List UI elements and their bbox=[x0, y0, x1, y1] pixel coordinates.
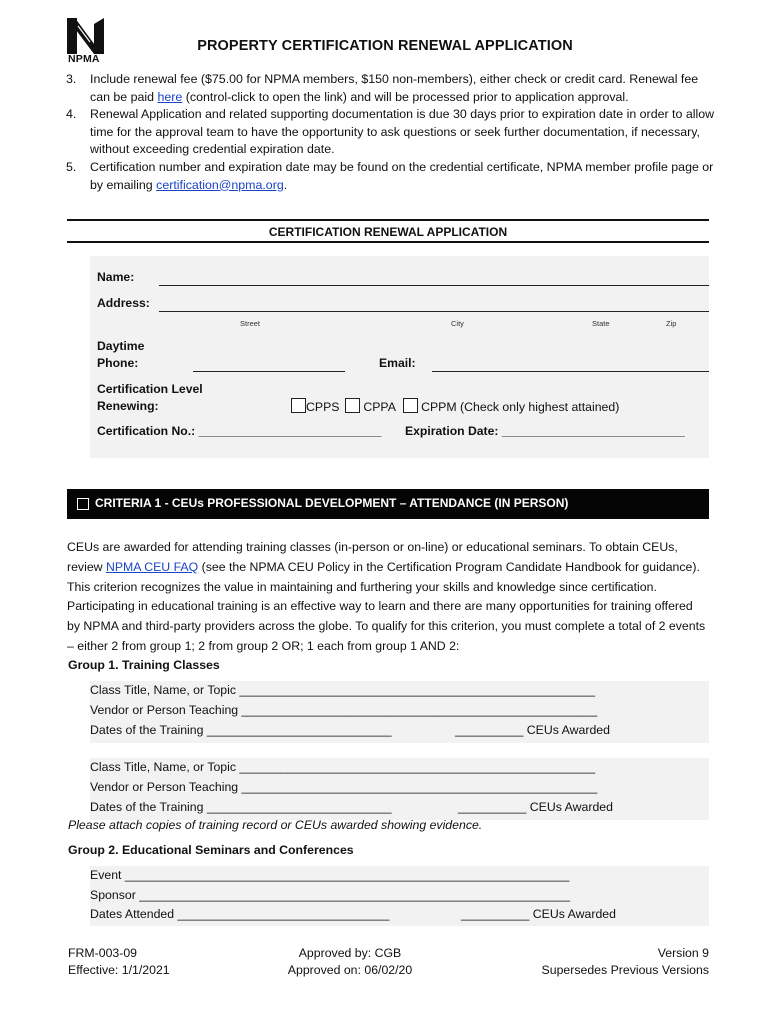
paragraph-text: (see the NPMA CEU Policy in the Certification Program Candidate Handbook for guidance). This criterion recognizes the value in maintaining and furthering your skills and knowledge since certification. Participating in educational training is an effective way to learn and there are many opportunities for training offered by NPMA and third-party providers across the globe. To qualify for this criterion, you must complete a total of 2 events – either 2 from group 1; 2 from group 2 OR; 1 each from group 1 AND 2: bbox=[67, 559, 706, 653]
expiration-date-field[interactable]: Expiration Date: ___________________________ bbox=[405, 424, 685, 438]
instruction-item bbox=[66, 71, 716, 106]
cppa-label: CPPA bbox=[363, 400, 396, 414]
training-entry-1 bbox=[90, 681, 709, 743]
certification-email-link[interactable]: certification@npma.org bbox=[156, 177, 284, 192]
cpps-checkbox[interactable] bbox=[291, 398, 306, 413]
ceus-awarded-field[interactable]: __________ CEUs Awarded bbox=[458, 800, 613, 814]
address-label: Address: bbox=[97, 296, 150, 310]
training-dates-field[interactable]: Dates of the Training ___________________________ bbox=[90, 723, 392, 737]
instruction-text: Renewal Application and related supporting documentation is due 30 days prior to expiration date in order to allow time for the approval team to have the opportunity to ask questions or seek further documentation, if necessary, without exceeding credential expiration date. bbox=[90, 107, 715, 157]
evidence-note: Please attach copies of training record or CEUs awarded showing evidence. bbox=[68, 818, 483, 832]
name-label: Name: bbox=[97, 270, 135, 284]
group-1-title: Group 1. Training Classes bbox=[68, 658, 220, 672]
instruction-item bbox=[66, 106, 716, 159]
renewing-label: Renewing: bbox=[97, 399, 159, 413]
supersedes: Supersedes Previous Versions bbox=[541, 962, 709, 977]
zip-caption: Zip bbox=[666, 319, 677, 328]
page-title: PROPERTY CERTIFICATION RENEWAL APPLICATION bbox=[197, 38, 573, 54]
vendor-field[interactable]: Vendor or Person Teaching ____________________________________________________ bbox=[90, 703, 598, 717]
sponsor-field[interactable]: Sponsor _______________________________________________________________ bbox=[90, 888, 571, 902]
city-caption: City bbox=[451, 319, 464, 328]
instruction-text: Certification number and expiration date may be found on the credential certificate, NPMA member profile page or by emailing bbox=[90, 159, 714, 192]
instruction-text: . bbox=[283, 177, 288, 192]
ceus-awarded-field[interactable]: __________ CEUs Awarded bbox=[461, 907, 616, 921]
cert-number-field[interactable]: Certification No.: ___________________________ bbox=[97, 424, 382, 438]
instruction-number: 4. bbox=[66, 107, 77, 122]
instruction-item bbox=[66, 159, 716, 194]
instruction-number: 3. bbox=[66, 72, 77, 86]
effective-date: Effective: 1/1/2021 bbox=[68, 962, 170, 977]
group-2-title: Group 2. Educational Seminars and Conferences bbox=[68, 843, 354, 857]
approved-by: Approved by: CGB bbox=[298, 946, 402, 960]
dates-attended-field[interactable]: Dates Attended _______________________________ bbox=[90, 907, 390, 921]
training-dates-field[interactable]: Dates of the Training ___________________________ bbox=[90, 800, 392, 814]
ceu-faq-link[interactable]: NPMA CEU FAQ bbox=[105, 559, 199, 574]
seminar-entry bbox=[90, 866, 709, 926]
email-field[interactable] bbox=[432, 371, 709, 372]
state-caption: State bbox=[592, 319, 610, 328]
criteria-description bbox=[67, 538, 709, 657]
phone-label: Phone: bbox=[97, 356, 139, 370]
divider bbox=[67, 241, 709, 243]
class-title-field[interactable]: Class Title, Name, or Topic ____________________________________________________ bbox=[90, 760, 596, 774]
logo-text: NPMA bbox=[68, 53, 100, 65]
phone-field[interactable] bbox=[193, 371, 345, 372]
criteria-1-title: CRITERIA 1 - CEUs PROFESSIONAL DEVELOPMENT – ATTENDANCE (IN PERSON) bbox=[95, 496, 569, 510]
criteria-checkbox[interactable] bbox=[77, 498, 89, 510]
street-caption: Street bbox=[240, 319, 261, 328]
divider bbox=[67, 219, 709, 221]
version: Version 9 bbox=[657, 946, 709, 960]
name-field[interactable] bbox=[159, 285, 709, 286]
daytime-label: Daytime bbox=[97, 339, 145, 353]
ceus-awarded-field[interactable]: __________ CEUs Awarded bbox=[455, 723, 610, 737]
instructions-list bbox=[66, 71, 716, 194]
approved-on: Approved on: 06/02/20 bbox=[287, 962, 413, 977]
instruction-text: (control-click to open the link) and will be processed prior to application approval. bbox=[182, 89, 629, 104]
event-field[interactable]: Event _________________________________________________________________ bbox=[90, 868, 570, 882]
email-label: Email: bbox=[379, 356, 416, 370]
address-field[interactable] bbox=[159, 311, 709, 312]
paragraph-text: CEUs are awarded for attending training classes (in-person or on-line) or educational seminars. To obtain CEUs, review bbox=[67, 540, 678, 574]
cpps-label: CPPS bbox=[306, 400, 340, 414]
cert-level-label: Certification Level bbox=[97, 382, 203, 396]
cppm-label: CPPM (Check only highest attained) bbox=[421, 400, 620, 414]
training-entry-2 bbox=[90, 758, 709, 820]
vendor-field[interactable]: Vendor or Person Teaching ____________________________________________________ bbox=[90, 780, 598, 794]
instruction-text: Include renewal fee ($75.00 for NPMA members, $150 non-members), either check or credit card. Renewal fee can be paid bbox=[90, 72, 699, 104]
footer-right bbox=[509, 945, 709, 978]
criteria-1-header bbox=[67, 489, 709, 519]
cert-level-options bbox=[291, 398, 619, 414]
section-title: CERTIFICATION RENEWAL APPLICATION bbox=[268, 225, 508, 239]
cppa-checkbox[interactable] bbox=[345, 398, 360, 413]
form-number: FRM-003-09 bbox=[68, 946, 138, 960]
footer-center bbox=[250, 945, 450, 978]
class-title-field[interactable]: Class Title, Name, or Topic ____________________________________________________ bbox=[90, 683, 596, 697]
instruction-number: 5. bbox=[66, 159, 77, 174]
cppm-checkbox[interactable] bbox=[403, 398, 418, 413]
fee-payment-link[interactable]: here bbox=[157, 89, 183, 104]
footer-left bbox=[68, 945, 170, 978]
